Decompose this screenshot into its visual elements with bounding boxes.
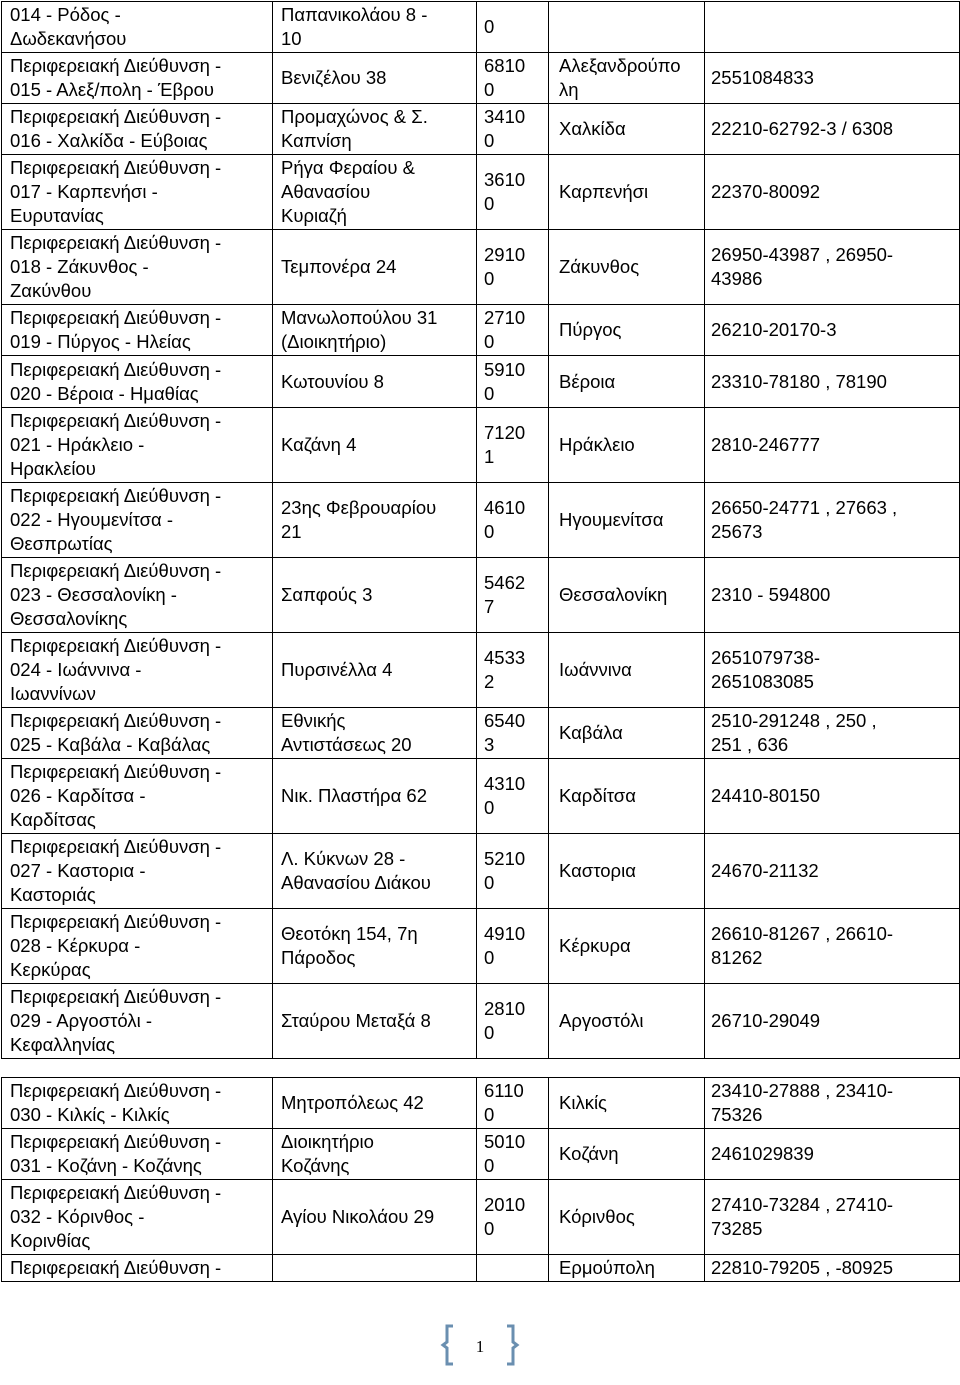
postcode-cell — [477, 759, 549, 834]
directorate-line: 018 - Ζάκυνθος - — [10, 256, 149, 277]
phone-cell — [705, 104, 960, 155]
directorate-line: Θεσπρωτίας — [10, 533, 113, 554]
phone-cell — [705, 984, 960, 1059]
address-cell — [273, 356, 477, 408]
city-cell — [549, 834, 705, 909]
postcode-cell — [477, 305, 549, 356]
directorate-line: 029 - Αργοστόλι - — [10, 1010, 153, 1031]
city-line: Καβάλα — [559, 722, 623, 743]
city-line: Κοζάνη — [559, 1143, 619, 1164]
phone-cell — [705, 834, 960, 909]
directorate-line: 031 - Κοζάνη - Κοζάνης — [10, 1155, 202, 1176]
table-row — [2, 155, 960, 230]
directorate-cell — [2, 408, 273, 483]
address-cell — [273, 155, 477, 230]
directorate-line: Ηρακλείου — [10, 458, 96, 479]
table-row — [2, 834, 960, 909]
city-line: Κόρινθος — [559, 1206, 635, 1227]
table-row — [2, 104, 960, 155]
postcode-cell — [477, 408, 549, 483]
address-cell — [273, 909, 477, 984]
directorate-cell — [2, 633, 273, 708]
city-cell — [549, 909, 705, 984]
phone-cell — [705, 53, 960, 104]
address-line: Αθανασίου Διάκου — [281, 872, 431, 893]
directorate-cell — [2, 53, 273, 104]
table-row — [2, 1078, 960, 1129]
address-line: Εθνικής — [281, 710, 346, 731]
table-row — [2, 2, 960, 53]
address-line: Κοζάνης — [281, 1155, 350, 1176]
phone-line: 24410-80150 — [711, 785, 821, 806]
table-row — [2, 1180, 960, 1255]
address-cell — [273, 708, 477, 759]
directorate-line: 024 - Ιωάννινα - — [10, 659, 142, 680]
postcode-line: 7120 — [484, 422, 526, 443]
directorate-cell — [2, 356, 273, 408]
directorate-line: 027 - Καστορια - — [10, 860, 146, 881]
city-line: Χαλκίδα — [559, 118, 626, 139]
directorate-line: Περιφερειακή Διεύθυνση - — [10, 1080, 222, 1101]
city-cell — [549, 356, 705, 408]
postcode-cell — [477, 984, 549, 1059]
postcode-line: 0 — [484, 1155, 495, 1176]
directorate-cell — [2, 759, 273, 834]
city-cell — [549, 155, 705, 230]
postcode-line: 0 — [484, 872, 495, 893]
directorate-line: Κεφαλληνίας — [10, 1034, 116, 1055]
directorate-cell — [2, 834, 273, 909]
phone-line: 22810-79205 , -80925 — [711, 1257, 894, 1278]
postcode-cell — [477, 558, 549, 633]
city-line: Καρδίτσα — [559, 785, 636, 806]
table-row — [2, 356, 960, 408]
phone-line: 22370-80092 — [711, 181, 821, 202]
postcode-cell — [477, 1255, 549, 1282]
city-cell — [549, 2, 705, 53]
directorate-line: Περιφερειακή Διεύθυνση - — [10, 836, 222, 857]
postcode-line: 5910 — [484, 358, 526, 380]
directorate-line: Περιφερειακή Διεύθυνση - — [10, 307, 222, 328]
address-line: Διοικητήριο — [281, 1131, 374, 1152]
address-line: Πάροδος — [281, 947, 356, 968]
postcode-cell — [477, 1129, 549, 1180]
directorate-line: Περιφερειακή Διεύθυνση - — [10, 1257, 222, 1278]
city-cell — [549, 558, 705, 633]
phone-cell — [705, 633, 960, 708]
phone-cell — [705, 483, 960, 558]
directorate-line: Δωδεκανήσου — [10, 28, 127, 49]
city-line: Κέρκυρα — [559, 935, 631, 956]
directorate-line: Περιφερειακή Διεύθυνση - — [10, 635, 222, 656]
address-cell — [273, 1078, 477, 1129]
directorate-line: 023 - Θεσσαλονίκη - — [10, 584, 177, 605]
postcode-line: 5210 — [484, 848, 526, 869]
postcode-line: 3610 — [484, 169, 526, 190]
phone-line: 251 , 636 — [711, 734, 789, 755]
phone-line: 2461029839 — [711, 1143, 814, 1164]
address-cell — [273, 2, 477, 53]
directorate-line: Ευρυτανίας — [10, 205, 104, 226]
city-cell — [549, 408, 705, 483]
postcode-line: 2 — [484, 671, 495, 692]
phone-cell — [705, 305, 960, 356]
address-cell — [273, 1180, 477, 1255]
directorate-line: Περιφερειακή Διεύθυνση - — [10, 157, 222, 178]
directorate-line: Περιφερειακή Διεύθυνση - — [10, 410, 222, 431]
table-row — [2, 708, 960, 759]
address-line: Μανωλοπούλου 31 — [281, 307, 438, 328]
phone-cell — [705, 1129, 960, 1180]
postcode-line: 6540 — [484, 710, 526, 731]
address-cell — [273, 1129, 477, 1180]
city-line: Καρπενήσι — [559, 181, 649, 202]
phone-line: 27410-73284 , 27410- — [711, 1194, 894, 1215]
postcode-cell — [477, 53, 549, 104]
directorate-line: 026 - Καρδίτσα - — [10, 785, 146, 806]
directorate-line: 017 - Καρπενήσι - — [10, 181, 158, 202]
directorate-cell — [2, 483, 273, 558]
postcode-line: 0 — [484, 947, 495, 968]
city-line: Ηράκλειο — [559, 434, 635, 455]
postcode-cell — [477, 633, 549, 708]
directorate-cell — [2, 984, 273, 1059]
city-cell — [549, 759, 705, 834]
directorate-cell — [2, 2, 273, 53]
address-line: 21 — [281, 521, 302, 542]
postcode-line: 4910 — [484, 923, 526, 944]
directorate-line: Καρδίτσας — [10, 809, 96, 830]
postcode-cell — [477, 155, 549, 230]
postcode-line: 0 — [484, 1218, 495, 1239]
left-bracket-icon — [443, 1326, 453, 1364]
postcode-cell — [477, 2, 549, 53]
directorate-cell — [2, 305, 273, 356]
city-line: Ερμούπολη — [559, 1257, 655, 1278]
phone-line: 2810-246777 — [711, 434, 821, 455]
phone-line: 2310 - 594800 — [711, 584, 831, 605]
directorate-line: Περιφερειακή Διεύθυνση - — [10, 55, 222, 76]
table-row — [2, 1129, 960, 1180]
directorates-table-main — [1, 1, 960, 1059]
directorate-line: 032 - Κόρινθος - — [10, 1206, 145, 1227]
directorate-cell — [2, 708, 273, 759]
directorate-line: Περιφερειακή Διεύθυνση - — [10, 358, 222, 380]
phone-line: 81262 — [711, 947, 763, 968]
directorate-line: Ιωαννίνων — [10, 683, 96, 704]
address-line: Σταύρου Μεταξά 8 — [281, 1010, 431, 1031]
postcode-cell — [477, 1078, 549, 1129]
directorate-line: Κορινθίας — [10, 1230, 91, 1251]
phone-line: 22210-62792-3 / 6308 — [711, 118, 894, 139]
directorate-line: 019 - Πύργος - Ηλείας — [10, 331, 191, 352]
table-row — [2, 759, 960, 834]
address-line: Αθανασίου — [281, 181, 371, 202]
postcode-line: 3410 — [484, 106, 526, 127]
postcode-line: 2810 — [484, 998, 526, 1019]
city-cell — [549, 230, 705, 305]
postcode-cell — [477, 909, 549, 984]
postcode-line: 5010 — [484, 1131, 526, 1152]
table-row — [2, 230, 960, 305]
table-row — [2, 408, 960, 483]
directorate-line: 021 - Ηράκλειο - — [10, 434, 145, 455]
postcode-line: 0 — [484, 382, 495, 404]
postcode-line: 2910 — [484, 244, 526, 265]
address-line: Βενιζέλου 38 — [281, 67, 387, 88]
phone-cell — [705, 408, 960, 483]
table-row — [2, 483, 960, 558]
city-cell — [549, 483, 705, 558]
directorate-line: Περιφερειακή Διεύθυνση - — [10, 1131, 222, 1152]
postcode-line: 0 — [484, 1104, 495, 1125]
address-line: Ρήγα Φεραίου & — [281, 157, 415, 178]
directorate-line: Θεσσαλονίκης — [10, 608, 128, 629]
city-cell — [549, 305, 705, 356]
postcode-line: 0 — [484, 193, 495, 214]
directorate-line: Περιφερειακή Διεύθυνση - — [10, 106, 222, 127]
postcode-line: 6810 — [484, 55, 526, 76]
directorate-line: 016 - Χαλκίδα - Εύβοιας — [10, 130, 208, 151]
table-row — [2, 909, 960, 984]
directorate-line: Περιφερειακή Διεύθυνση - — [10, 485, 222, 506]
phone-line: 2651079738- — [711, 647, 821, 668]
address-cell — [273, 834, 477, 909]
phone-line: 26210-20170-3 — [711, 319, 837, 340]
phone-cell — [705, 1180, 960, 1255]
phone-line: 26950-43987 , 26950- — [711, 244, 894, 265]
directorate-line: 014 - Ρόδος - — [10, 4, 121, 25]
directorate-cell — [2, 1078, 273, 1129]
city-line: Ηγουμενίτσα — [559, 509, 664, 530]
directorates-table-continued — [1, 1077, 960, 1282]
city-line: Καστορια — [559, 860, 636, 881]
directorate-line: Ζακύνθου — [10, 280, 92, 301]
phone-line: 23310-78180 , 78190 — [711, 370, 887, 392]
city-cell — [549, 1129, 705, 1180]
phone-line: 24670-21132 — [711, 860, 819, 881]
postcode-cell — [477, 356, 549, 408]
city-line: Αργοστόλι — [559, 1010, 644, 1031]
postcode-cell — [477, 104, 549, 155]
address-line: (Διοικητήριο) — [281, 331, 387, 352]
table-row — [2, 984, 960, 1059]
city-line: Βέροια — [559, 370, 616, 392]
postcode-line: 0 — [484, 521, 495, 542]
phone-cell — [705, 2, 960, 53]
postcode-cell — [477, 834, 549, 909]
table-row — [2, 53, 960, 104]
postcode-line: 0 — [484, 331, 495, 352]
phone-cell — [705, 1078, 960, 1129]
directorate-line: Περιφερειακή Διεύθυνση - — [10, 911, 222, 932]
address-line: Αντιστάσεως 20 — [281, 734, 412, 755]
postcode-cell — [477, 708, 549, 759]
address-cell — [273, 633, 477, 708]
phone-cell — [705, 759, 960, 834]
postcode-line: 2010 — [484, 1194, 526, 1215]
address-line: 10 — [281, 28, 302, 49]
phone-line: 43986 — [711, 268, 763, 289]
directorate-line: Περιφερειακή Διεύθυνση - — [10, 761, 222, 782]
address-line: Καζάνη 4 — [281, 434, 357, 455]
address-cell — [273, 1255, 477, 1282]
postcode-line: 1 — [484, 446, 495, 467]
postcode-cell — [477, 1180, 549, 1255]
phone-cell — [705, 356, 960, 408]
table-row — [2, 1255, 960, 1282]
address-line: Αγίου Νικολάου 29 — [281, 1206, 435, 1227]
address-line: Λ. Κύκνων 28 - — [281, 848, 406, 869]
city-cell — [549, 53, 705, 104]
address-cell — [273, 759, 477, 834]
phone-line: 2651083085 — [711, 671, 814, 692]
phone-line: 73285 — [711, 1218, 763, 1239]
phone-cell — [705, 708, 960, 759]
directorate-line: Κερκύρας — [10, 959, 91, 980]
address-line: Τεμπονέρα 24 — [281, 256, 397, 277]
city-line: Ζάκυνθος — [559, 256, 640, 277]
phone-cell — [705, 909, 960, 984]
directorate-cell — [2, 1180, 273, 1255]
phone-cell — [705, 155, 960, 230]
city-cell — [549, 104, 705, 155]
postcode-line: 4610 — [484, 497, 526, 518]
phone-line: 26710-29049 — [711, 1010, 821, 1031]
directorate-cell — [2, 1129, 273, 1180]
address-line: Κυριαζή — [281, 205, 347, 226]
address-line: Σαπφούς 3 — [281, 584, 373, 605]
postcode-line: 3 — [484, 734, 495, 755]
address-line: Παπανικολάου 8 - — [281, 4, 428, 25]
address-cell — [273, 558, 477, 633]
city-cell — [549, 1255, 705, 1282]
postcode-line: 0 — [484, 79, 495, 100]
city-line: Κιλκίς — [559, 1092, 607, 1113]
address-cell — [273, 483, 477, 558]
postcode-cell — [477, 483, 549, 558]
directorate-cell — [2, 558, 273, 633]
address-cell — [273, 230, 477, 305]
directorate-cell — [2, 155, 273, 230]
postcode-cell — [477, 230, 549, 305]
directorate-line: Περιφερειακή Διεύθυνση - — [10, 560, 222, 581]
directorate-line: 022 - Ηγουμενίτσα - — [10, 509, 174, 530]
address-cell — [273, 305, 477, 356]
address-line: Προμαχώνος & Σ. — [281, 106, 428, 127]
city-line: Πύργος — [559, 319, 622, 340]
address-line: Κωτουνίου 8 — [281, 370, 384, 392]
postcode-line: 7 — [484, 596, 495, 617]
directorates-table-main-body — [2, 2, 960, 1059]
city-line: λη — [559, 79, 579, 100]
postcode-line: 0 — [484, 1022, 495, 1043]
phone-cell — [705, 558, 960, 633]
right-bracket-icon — [507, 1326, 517, 1364]
postcode-line: 0 — [484, 797, 495, 818]
directorate-line: 015 - Αλεξ/πολη - Έβρου — [10, 79, 215, 100]
address-line: Καπνίση — [281, 130, 352, 151]
table-row — [2, 305, 960, 356]
phone-line: 25673 — [711, 521, 763, 542]
phone-line: 2551084833 — [711, 67, 814, 88]
directorate-cell — [2, 909, 273, 984]
postcode-line: 4533 — [484, 647, 526, 668]
city-cell — [549, 984, 705, 1059]
city-cell — [549, 1180, 705, 1255]
phone-cell — [705, 230, 960, 305]
directorates-table-continued-body — [2, 1078, 960, 1282]
address-cell — [273, 408, 477, 483]
page-number: 1 — [475, 1337, 485, 1356]
city-line: Θεσσαλονίκη — [559, 584, 668, 605]
address-cell — [273, 984, 477, 1059]
postcode-line: 6110 — [484, 1080, 524, 1101]
city-cell — [549, 1078, 705, 1129]
city-cell — [549, 633, 705, 708]
phone-line: 2510-291248 , 250 , — [711, 710, 877, 731]
directorate-line: Καστοριάς — [10, 884, 96, 905]
address-cell — [273, 53, 477, 104]
phone-line: 26650-24771 , 27663 , — [711, 497, 898, 518]
directorate-cell — [2, 104, 273, 155]
table-row — [2, 558, 960, 633]
city-cell — [549, 708, 705, 759]
phone-line: 23410-27888 , 23410- — [711, 1080, 894, 1101]
directorate-line: Περιφερειακή Διεύθυνση - — [10, 986, 222, 1007]
address-line: 23ης Φεβρουαρίου — [281, 497, 437, 518]
address-line: Μητροπόλεως 42 — [281, 1092, 424, 1113]
directorate-line: 028 - Κέρκυρα - — [10, 935, 141, 956]
phone-line: 75326 — [711, 1104, 763, 1125]
directorate-cell — [2, 230, 273, 305]
address-line: Νικ. Πλαστήρα 62 — [281, 785, 427, 806]
directorate-line: 030 - Κιλκίς - Κιλκίς — [10, 1104, 170, 1125]
postcode-line: 0 — [484, 268, 495, 289]
directorate-cell — [2, 1255, 273, 1282]
phone-cell — [705, 1255, 960, 1282]
postcode-line: 2710 — [484, 307, 526, 328]
directorate-line: Περιφερειακή Διεύθυνση - — [10, 232, 222, 253]
postcode-line: 0 — [484, 130, 495, 151]
city-line: Αλεξανδρούπο — [559, 55, 681, 76]
postcode-line: 5462 — [484, 572, 526, 593]
address-line: Πυρσινέλλα 4 — [281, 659, 393, 680]
directorate-line: 025 - Καβάλα - Καβάλας — [10, 734, 211, 755]
phone-line: 26610-81267 , 26610- — [711, 923, 894, 944]
address-cell — [273, 104, 477, 155]
directorate-line: Περιφερειακή Διεύθυνση - — [10, 1182, 222, 1203]
directorate-line: 020 - Βέροια - Ημαθίας — [10, 382, 199, 404]
table-row — [2, 633, 960, 708]
postcode-line: 4310 — [484, 773, 526, 794]
postcode-line: 0 — [484, 16, 495, 37]
city-line: Ιωάννινα — [559, 659, 632, 680]
address-line: Θεοτόκη 154, 7η — [281, 923, 418, 944]
directorate-line: Περιφερειακή Διεύθυνση - — [10, 710, 222, 731]
